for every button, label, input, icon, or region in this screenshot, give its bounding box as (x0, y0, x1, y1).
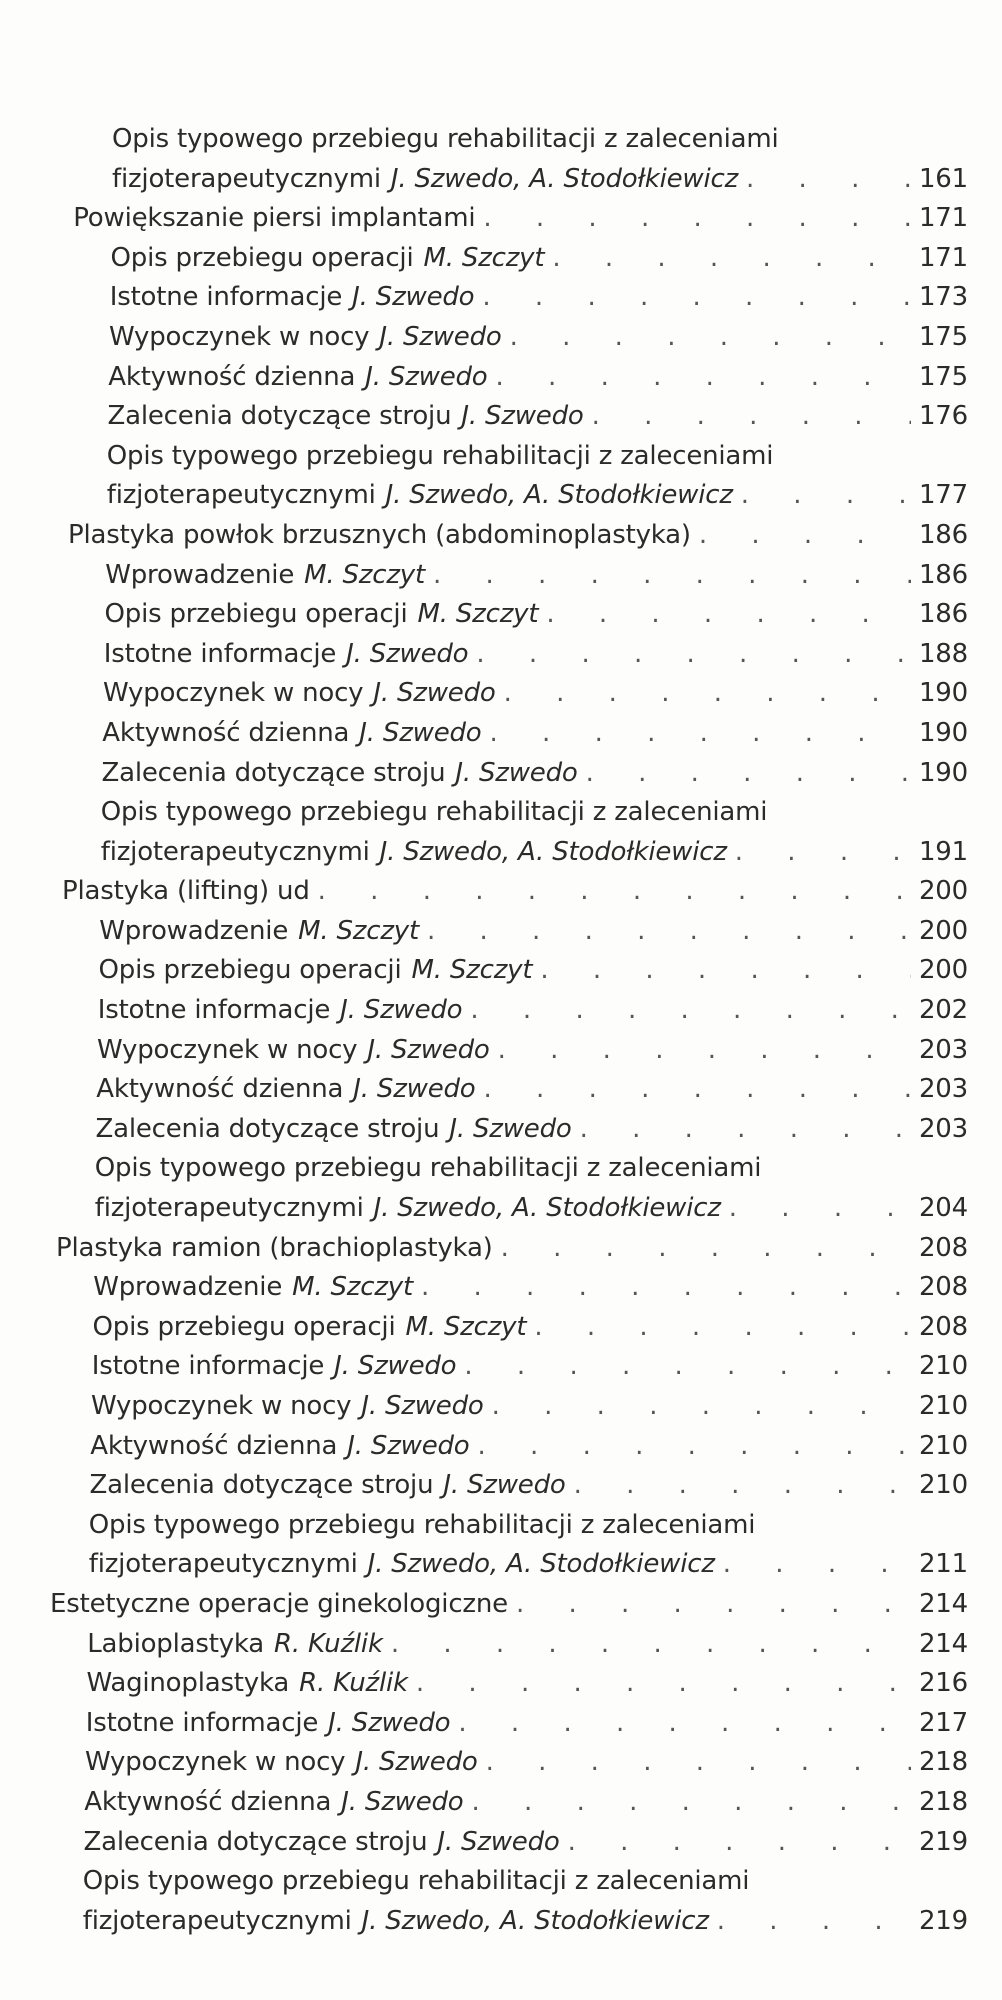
toc-page-number: 191 (918, 836, 968, 867)
toc-entry-line (68, 516, 968, 556)
toc-page-number: 210 (918, 1351, 968, 1382)
toc-page-number: 219 (918, 1826, 968, 1857)
toc-page-number: 214 (918, 1628, 968, 1659)
toc-entry-line (87, 1664, 969, 1704)
toc-entry-author: M. Szczyt (405, 1311, 527, 1342)
toc-entry-title: Istotne informacje (97, 995, 331, 1026)
toc-subentry[interactable] (0, 1743, 1002, 1783)
toc-subentry[interactable] (0, 635, 1002, 675)
toc-entry-line (99, 951, 969, 991)
dot-leader (490, 714, 911, 754)
toc-page-number: 214 (918, 1588, 968, 1619)
toc-entry-title: Wypoczynek w nocy (91, 1391, 352, 1421)
dot-leader (433, 556, 911, 596)
toc-entry-author: M. Szczyt (423, 242, 545, 273)
toc-page-number: 176 (918, 401, 968, 432)
dot-leader (483, 199, 911, 239)
dot-leader (464, 1347, 911, 1387)
toc-subentry[interactable] (0, 1664, 1002, 1704)
toc-entry-author: J. Szwedo, A. Stodołkiewicz (379, 836, 727, 867)
toc-entry-title: Wypoczynek w nocy (103, 678, 364, 709)
toc-entry-line (95, 1189, 968, 1229)
dot-leader (586, 754, 911, 794)
toc-subentry[interactable] (0, 1466, 1002, 1506)
toc-subentry[interactable] (0, 1704, 1002, 1744)
toc-page-number: 186 (918, 519, 968, 550)
toc-subentry[interactable] (0, 674, 1002, 714)
toc-page-number: 208 (918, 1272, 968, 1303)
toc-entry-title: Aktywność dzienna (102, 717, 350, 748)
toc-entry-title-continuation: fizjoterapeutycznymi (88, 1549, 358, 1580)
toc-page-number: 186 (918, 559, 968, 590)
toc-entry-title-continuation: fizjoterapeutycznymi (106, 480, 376, 511)
toc-entry-author: J. Szwedo (365, 361, 488, 392)
toc-page-number: 171 (918, 203, 968, 234)
toc-chapter[interactable] (0, 872, 1002, 912)
toc-entry-line (112, 160, 968, 200)
toc-subentry[interactable] (0, 239, 1002, 279)
toc-entry-author: J. Szwedo (449, 1113, 572, 1144)
toc-entry-author: J. Szwedo, A. Stodołkiewicz (390, 163, 739, 194)
toc-chapter[interactable] (0, 516, 1002, 556)
toc-subentry[interactable] (0, 714, 1002, 754)
toc-subentry[interactable] (0, 1347, 1002, 1387)
dot-leader (729, 1189, 911, 1229)
toc-entry-title: Wprowadzenie (99, 915, 289, 946)
toc-subentry[interactable] (0, 1149, 1002, 1228)
toc-entry-author: J. Szwedo, A. Stodołkiewicz (385, 480, 733, 511)
toc-entry-title: Opis typowego przebiegu rehabilitacji z zaleceniami (94, 1153, 762, 1184)
toc-entry-line (93, 1268, 968, 1308)
toc-entry-title: Opis typowego przebiegu rehabilitacji z zaleceniami (112, 124, 779, 154)
toc-entry-title-line (112, 120, 968, 160)
toc-entry-line (105, 595, 969, 635)
toc-entry-line (99, 912, 968, 952)
toc-entry-line (90, 1427, 968, 1467)
dot-leader (427, 912, 911, 952)
toc-entry-author: M. Szczyt (417, 599, 539, 630)
toc-entry-line (105, 556, 968, 596)
toc-entry-line (109, 318, 968, 358)
toc-entry-author: R. Kuźlik (274, 1628, 383, 1659)
toc-entry-line (103, 674, 968, 714)
toc-page-number: 208 (918, 1311, 968, 1342)
toc-subentry[interactable] (0, 556, 1002, 596)
toc-page-number: 218 (918, 1786, 968, 1817)
toc-entry-title: Istotne informacje (103, 638, 337, 669)
toc-entry-line (96, 1110, 969, 1150)
dot-leader (501, 1229, 911, 1269)
toc-subentry[interactable] (0, 951, 1002, 991)
dot-leader (504, 674, 911, 714)
toc-subentry[interactable] (0, 1783, 1002, 1823)
toc-subentry[interactable] (0, 754, 1002, 794)
toc-entry-title: Wprowadzenie (105, 559, 295, 590)
toc-page-number: 203 (918, 1034, 968, 1065)
dot-leader (568, 1823, 911, 1863)
toc-subentry[interactable] (0, 1031, 1002, 1071)
dot-leader (746, 160, 911, 200)
toc-page-number: 210 (918, 1470, 968, 1501)
dot-leader (476, 635, 911, 675)
toc-subentry[interactable] (0, 278, 1002, 318)
toc-entry-title-continuation: fizjoterapeutycznymi (94, 1193, 364, 1224)
toc-entry-line (85, 1743, 968, 1783)
dot-leader (574, 1466, 911, 1506)
dot-leader (699, 516, 911, 556)
toc-entry-author: J. Szwedo (353, 1074, 476, 1105)
toc-entry-line (91, 1387, 968, 1427)
toc-subentry[interactable] (0, 1506, 1002, 1585)
dot-leader (534, 1308, 911, 1348)
dot-leader (741, 476, 911, 516)
toc-entry-line (102, 714, 968, 754)
toc-page-number: 216 (918, 1668, 968, 1699)
toc-page-number: 186 (918, 599, 968, 630)
toc-entry-author: J. Szwedo, A. Stodołkiewicz (361, 1905, 709, 1936)
toc-entry-title: Estetyczne operacje ginekologiczne (50, 1588, 508, 1619)
dot-leader (318, 872, 911, 912)
dot-leader (516, 1585, 911, 1625)
toc-entry-title: Powiększanie piersi implantami (73, 203, 476, 234)
toc-entry-author: J. Szwedo (373, 678, 496, 709)
toc-page-number: 203 (918, 1113, 968, 1144)
toc-entry-title: Opis typowego przebiegu rehabilitacji z zaleceniami (88, 1509, 756, 1540)
toc-entry-line (101, 833, 968, 873)
toc-entry-author: M. Szczyt (298, 915, 419, 946)
toc-page-number: 202 (918, 995, 968, 1026)
toc-entry-author: M. Szczyt (292, 1272, 413, 1303)
toc-entry-title: Plastyka (lifting) ud (62, 876, 310, 907)
toc-entry-line (107, 476, 968, 516)
toc-entry-title-continuation: fizjoterapeutycznymi (82, 1905, 352, 1936)
dot-leader (735, 833, 911, 873)
toc-entry-author: J. Szwedo (341, 1786, 464, 1817)
toc-entry-title: Plastyka powłok brzusznych (abdominoplastyka) (68, 519, 691, 550)
dot-leader (482, 278, 911, 318)
toc-entry-title: Zalecenia dotyczące stroju (83, 1826, 428, 1857)
toc-entry-line (73, 199, 968, 239)
toc-page-number: 171 (918, 242, 968, 273)
toc-entry-title: Istotne informacje (85, 1707, 319, 1738)
toc-entry-line (84, 1823, 969, 1863)
toc-entry-title: Wypoczynek w nocy (97, 1034, 358, 1065)
toc-entry-title: Aktywność dzienna (84, 1786, 332, 1817)
dot-leader (723, 1545, 911, 1585)
toc-entry-title: Opis przebiegu operacji (92, 1311, 396, 1342)
toc-entry-author: J. Szwedo, A. Stodołkiewicz (367, 1549, 715, 1580)
toc-chapter[interactable] (0, 199, 1002, 239)
toc-entry-title-continuation: fizjoterapeutycznymi (112, 163, 381, 194)
toc-entry-author: J. Szwedo (346, 638, 469, 669)
toc-page-number: 218 (918, 1747, 968, 1778)
dot-leader (421, 1268, 911, 1308)
toc-subentry[interactable] (0, 1308, 1002, 1348)
dot-leader (717, 1902, 911, 1942)
toc-entry-line (84, 1783, 968, 1823)
toc-entry-title: Zalecenia dotyczące stroju (95, 1113, 440, 1144)
toc-entry-title-continuation: fizjoterapeutycznymi (100, 836, 370, 867)
toc-entry-title: Aktywność dzienna (108, 361, 356, 392)
toc-entry-title: Aktywność dzienna (96, 1074, 344, 1105)
toc-subentry[interactable] (0, 1427, 1002, 1467)
toc-entry-title: Opis przebiegu operacji (98, 955, 402, 986)
toc-page-number: 175 (918, 321, 968, 352)
toc-entry-title: Zalecenia dotyczące stroju (89, 1470, 434, 1501)
toc-entry-author: J. Szwedo (347, 1430, 470, 1461)
toc-subentry[interactable] (0, 1862, 1002, 1941)
toc-page-number: 200 (918, 876, 968, 907)
toc-entry-line (110, 278, 968, 318)
toc-subentry[interactable] (0, 120, 1002, 199)
toc-entry-title: Opis przebiegu operacji (104, 599, 408, 630)
toc-entry-author: J. Szwedo (455, 757, 578, 788)
toc-entry-author: J. Szwedo (359, 717, 482, 748)
toc-entry-line (62, 872, 968, 912)
toc-page-number: 210 (918, 1391, 968, 1421)
dot-leader (510, 318, 911, 358)
toc-subentry[interactable] (0, 793, 1002, 872)
toc-entry-author: J. Szwedo (443, 1470, 566, 1501)
dot-leader (492, 1387, 911, 1427)
toc-subentry[interactable] (0, 1625, 1002, 1665)
toc-entry-line (108, 397, 969, 437)
toc-entry-title: Zalecenia dotyczące stroju (101, 757, 446, 788)
toc-entry-title: Wypoczynek w nocy (85, 1747, 346, 1778)
dot-leader (496, 358, 911, 398)
toc-subentry[interactable] (0, 595, 1002, 635)
toc-entry-title: Zalecenia dotyczące stroju (107, 401, 452, 432)
toc-page-number: 200 (918, 915, 968, 946)
dot-leader (552, 239, 911, 279)
toc-page-number: 210 (918, 1430, 968, 1461)
toc-page-number: 188 (918, 638, 968, 669)
toc-subentry[interactable] (0, 1110, 1002, 1150)
toc-entry-line (50, 1585, 968, 1625)
toc-entry-author: J. Szwedo (334, 1351, 457, 1382)
toc-entry-line (56, 1229, 968, 1269)
toc-entry-line (93, 1308, 969, 1348)
toc-entry-line (111, 239, 969, 279)
toc-entry-author: J. Szwedo (379, 321, 502, 352)
toc-entry-line (83, 1902, 968, 1942)
toc-entry-author: J. Szwedo (437, 1826, 560, 1857)
toc-subentry[interactable] (0, 912, 1002, 952)
toc-page-number: 190 (918, 678, 968, 709)
dot-leader (470, 991, 911, 1031)
toc-entry-title: Istotne informacje (109, 282, 343, 313)
dot-leader (458, 1704, 911, 1744)
toc-subentry[interactable] (0, 1268, 1002, 1308)
toc-subentry[interactable] (0, 397, 1002, 437)
toc-subentry[interactable] (0, 1387, 1002, 1427)
toc-page-number: 219 (918, 1905, 968, 1936)
table-of-contents (0, 120, 1002, 1941)
toc-entry-title: Istotne informacje (91, 1351, 325, 1382)
toc-chapter[interactable] (0, 1585, 1002, 1625)
dot-leader (498, 1031, 911, 1071)
toc-entry-author: R. Kuźlik (299, 1668, 408, 1699)
toc-entry-title-line (101, 793, 968, 833)
toc-entry-line (104, 635, 968, 675)
toc-entry-title: Opis typowego przebiegu rehabilitacji z zaleceniami (82, 1866, 750, 1897)
toc-entry-line (92, 1347, 968, 1387)
dot-leader (546, 595, 911, 635)
toc-entry-author: J. Szwedo (352, 282, 475, 313)
toc-entry-title: Opis typowego przebiegu rehabilitacji z zaleceniami (106, 440, 774, 471)
toc-entry-author: J. Szwedo (355, 1747, 478, 1778)
toc-subentry[interactable] (0, 991, 1002, 1031)
dot-leader (540, 951, 911, 991)
toc-subentry[interactable] (0, 318, 1002, 358)
toc-page-number: 175 (918, 361, 968, 392)
toc-page-number: 161 (918, 163, 968, 194)
toc-entry-line (87, 1625, 968, 1665)
toc-entry-title: Waginoplastyka (86, 1668, 290, 1699)
dot-leader (580, 1110, 911, 1150)
dot-leader (484, 1070, 911, 1110)
dot-leader (478, 1427, 911, 1467)
toc-subentry[interactable] (0, 437, 1002, 516)
toc-page-number: 190 (918, 757, 968, 788)
toc-entry-title-line (95, 1149, 968, 1189)
dot-leader (472, 1783, 911, 1823)
toc-entry-line (98, 991, 968, 1031)
toc-page-number: 217 (918, 1707, 968, 1738)
toc-entry-author: J. Szwedo (367, 1034, 490, 1065)
toc-chapter[interactable] (0, 1229, 1002, 1269)
toc-entry-author: J. Szwedo (461, 401, 584, 432)
toc-entry-author: J. Szwedo (361, 1391, 484, 1421)
toc-entry-line (96, 1070, 968, 1110)
toc-subentry[interactable] (0, 358, 1002, 398)
toc-entry-title-line (83, 1862, 968, 1902)
toc-entry-title: Labioplastyka (87, 1628, 265, 1659)
toc-subentry[interactable] (0, 1070, 1002, 1110)
toc-page-number: 204 (918, 1193, 968, 1224)
toc-entry-title-line (107, 437, 968, 477)
toc-page-number: 177 (918, 480, 968, 511)
dot-leader (391, 1625, 911, 1665)
dot-leader (486, 1743, 911, 1783)
toc-page-number: 211 (918, 1549, 968, 1580)
dot-leader (416, 1664, 911, 1704)
toc-entry-title: Wprowadzenie (93, 1272, 283, 1303)
toc-entry-line (108, 358, 968, 398)
toc-entry-title: Aktywność dzienna (90, 1430, 338, 1461)
toc-page-number: 173 (918, 282, 968, 313)
toc-entry-line (90, 1466, 969, 1506)
toc-entry-line (97, 1031, 968, 1071)
toc-entry-title: Wypoczynek w nocy (109, 321, 370, 352)
toc-entry-author: M. Szczyt (411, 955, 533, 986)
toc-entry-author: M. Szczyt (304, 559, 425, 590)
toc-page-number: 203 (918, 1074, 968, 1105)
toc-page-number: 200 (918, 955, 968, 986)
toc-entry-title-line (89, 1506, 968, 1546)
toc-subentry[interactable] (0, 1823, 1002, 1863)
toc-entry-title: Opis przebiegu operacji (110, 242, 414, 273)
toc-page-number: 190 (918, 717, 968, 748)
toc-entry-line (102, 754, 969, 794)
toc-entry-title: Opis typowego przebiegu rehabilitacji z zaleceniami (100, 797, 768, 828)
dot-leader (592, 397, 911, 437)
toc-entry-line (89, 1545, 968, 1585)
toc-entry-title: Plastyka ramion (brachioplastyka) (56, 1232, 493, 1263)
toc-entry-line (86, 1704, 968, 1744)
toc-entry-author: J. Szwedo, A. Stodołkiewicz (373, 1193, 721, 1224)
toc-entry-author: J. Szwedo (340, 995, 463, 1026)
toc-page-number: 208 (918, 1232, 968, 1263)
toc-entry-author: J. Szwedo (328, 1707, 451, 1738)
